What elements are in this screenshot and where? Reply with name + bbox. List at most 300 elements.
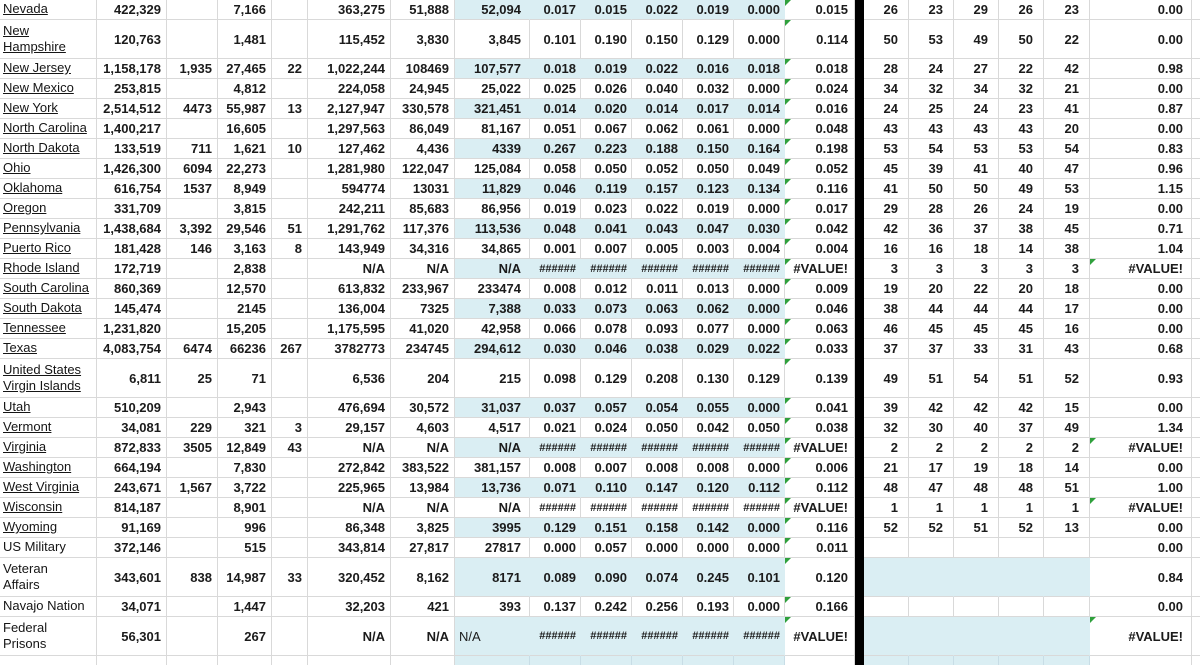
cell-count-7[interactable] xyxy=(455,597,530,617)
cell-rate-4[interactable] xyxy=(683,319,734,339)
cell-rank-2[interactable] xyxy=(909,478,954,498)
cell-count-1[interactable] xyxy=(97,159,167,179)
cell-rate-1[interactable] xyxy=(530,617,581,656)
cell-rank-4[interactable] xyxy=(999,558,1044,597)
cell-count-2[interactable] xyxy=(167,299,218,319)
cell-count-5[interactable] xyxy=(308,398,391,418)
cell-rate-3[interactable] xyxy=(632,59,683,79)
cell-rate-3[interactable] xyxy=(632,219,683,239)
cell-count-6[interactable] xyxy=(391,398,455,418)
cell-rank-5[interactable] xyxy=(1044,179,1090,199)
cell-average-rate[interactable] xyxy=(785,359,855,398)
cell-count-1[interactable] xyxy=(97,259,167,279)
cell-rank-2[interactable] xyxy=(909,99,954,119)
cell-rate-3[interactable] xyxy=(632,159,683,179)
cell-rate-5[interactable] xyxy=(734,159,785,179)
cell-rank-3[interactable] xyxy=(954,398,999,418)
row-header[interactable] xyxy=(0,279,97,299)
cell-rate-5[interactable] xyxy=(734,119,785,139)
cell-rank-1[interactable] xyxy=(864,418,909,438)
cell-ratio[interactable] xyxy=(1090,79,1192,99)
cell-rank-1[interactable] xyxy=(864,199,909,219)
cell-average-rate[interactable] xyxy=(785,139,855,159)
cell-average-rate[interactable] xyxy=(785,319,855,339)
cell-count-1[interactable] xyxy=(97,139,167,159)
cell-rate-1[interactable] xyxy=(530,299,581,319)
cell-count-2[interactable] xyxy=(167,0,218,20)
cell-rank-3[interactable] xyxy=(954,418,999,438)
cell-average-rate[interactable] xyxy=(785,20,855,59)
cell-count-5[interactable] xyxy=(308,558,391,597)
row-header[interactable] xyxy=(0,259,97,279)
cell-rank-4[interactable] xyxy=(999,597,1044,617)
cell-rate-4[interactable] xyxy=(683,299,734,319)
cell-rate-2[interactable] xyxy=(581,159,632,179)
cell-rate-2[interactable] xyxy=(581,398,632,418)
row-header[interactable] xyxy=(0,99,97,119)
cell-rank-5[interactable] xyxy=(1044,458,1090,478)
cell-count-2[interactable] xyxy=(167,20,218,59)
cell-rate-1[interactable] xyxy=(530,219,581,239)
cell-count-2[interactable] xyxy=(167,79,218,99)
cell-rate-5[interactable] xyxy=(734,239,785,259)
cell-count-7[interactable] xyxy=(455,478,530,498)
cell-count-3[interactable] xyxy=(218,179,272,199)
cell-rate-3[interactable] xyxy=(632,179,683,199)
cell-rank-3[interactable] xyxy=(954,518,999,538)
cell-rank-1[interactable] xyxy=(864,458,909,478)
cell-count-7[interactable] xyxy=(455,518,530,538)
cell-count-5[interactable] xyxy=(308,20,391,59)
cell-rate-4[interactable] xyxy=(683,617,734,656)
cell-rate-3[interactable] xyxy=(632,20,683,59)
cell-count-1[interactable] xyxy=(97,279,167,299)
cell-average-rate[interactable] xyxy=(785,159,855,179)
cell-rank-2[interactable] xyxy=(909,597,954,617)
cell-ratio[interactable] xyxy=(1090,418,1192,438)
cell-average-rate[interactable] xyxy=(785,478,855,498)
cell-count-3[interactable] xyxy=(218,99,272,119)
cell-count-6[interactable] xyxy=(391,139,455,159)
cell-rate-1[interactable] xyxy=(530,199,581,219)
cell-count-3[interactable] xyxy=(218,617,272,656)
cell-rate-5[interactable] xyxy=(734,617,785,656)
cell-rate-3[interactable] xyxy=(632,558,683,597)
cell-rank-5[interactable] xyxy=(1044,239,1090,259)
cell-rank-4[interactable] xyxy=(999,319,1044,339)
cell-rank-4[interactable] xyxy=(999,259,1044,279)
cell-count-3[interactable] xyxy=(218,139,272,159)
cell-ratio[interactable] xyxy=(1090,99,1192,119)
cell-rank-5[interactable] xyxy=(1044,259,1090,279)
row-header[interactable] xyxy=(0,438,97,458)
cell-rate-5[interactable] xyxy=(734,139,785,159)
cell-rate-3[interactable] xyxy=(632,259,683,279)
cell-ratio[interactable] xyxy=(1090,458,1192,478)
cell-count-4[interactable] xyxy=(272,0,308,20)
cell-count-7[interactable] xyxy=(455,279,530,299)
cell-rank-3[interactable] xyxy=(954,617,999,656)
cell-rank-3[interactable] xyxy=(954,538,999,558)
cell-rank-4[interactable] xyxy=(999,59,1044,79)
cell-rank-5[interactable] xyxy=(1044,518,1090,538)
cell-count-4[interactable] xyxy=(272,159,308,179)
cell-ratio[interactable] xyxy=(1090,299,1192,319)
cell-count-6[interactable] xyxy=(391,438,455,458)
cell-count-7[interactable] xyxy=(455,418,530,438)
cell-rank-1[interactable] xyxy=(864,259,909,279)
cell-count-2[interactable] xyxy=(167,259,218,279)
cell-count-6[interactable] xyxy=(391,538,455,558)
cell-count-1[interactable] xyxy=(97,20,167,59)
cell-count-6[interactable] xyxy=(391,558,455,597)
cell-count-3[interactable] xyxy=(218,199,272,219)
cell-rate-4[interactable] xyxy=(683,478,734,498)
cell-rank-1[interactable] xyxy=(864,99,909,119)
cell-count-3[interactable] xyxy=(218,478,272,498)
cell-rate-3[interactable] xyxy=(632,139,683,159)
row-header[interactable] xyxy=(0,418,97,438)
cell-count-7[interactable] xyxy=(455,59,530,79)
cell-rank-4[interactable] xyxy=(999,79,1044,99)
cell-rate-1[interactable] xyxy=(530,0,581,20)
cell-rate-3[interactable] xyxy=(632,478,683,498)
cell-rank-4[interactable] xyxy=(999,0,1044,20)
cell-average-rate[interactable] xyxy=(785,458,855,478)
cell-count-2[interactable] xyxy=(167,498,218,518)
cell-count-5[interactable] xyxy=(308,119,391,139)
cell-rank-5[interactable] xyxy=(1044,498,1090,518)
cell-count-4[interactable] xyxy=(272,259,308,279)
cell-rate-1[interactable] xyxy=(530,159,581,179)
cell-count-5[interactable] xyxy=(308,617,391,656)
cell-rank-2[interactable] xyxy=(909,339,954,359)
cell-average-rate[interactable] xyxy=(785,418,855,438)
cell-rank-2[interactable] xyxy=(909,498,954,518)
cell-rate-2[interactable] xyxy=(581,79,632,99)
cell-rank-5[interactable] xyxy=(1044,398,1090,418)
cell-count-4[interactable] xyxy=(272,239,308,259)
row-header[interactable] xyxy=(0,159,97,179)
cell-count-6[interactable] xyxy=(391,199,455,219)
cell-rank-3[interactable] xyxy=(954,339,999,359)
cell-rate-2[interactable] xyxy=(581,339,632,359)
cell-count-6[interactable] xyxy=(391,99,455,119)
cell-rate-5[interactable] xyxy=(734,179,785,199)
cell-rank-2[interactable] xyxy=(909,299,954,319)
cell-count-3[interactable] xyxy=(218,20,272,59)
cell-rate-2[interactable] xyxy=(581,59,632,79)
cell-count-5[interactable] xyxy=(308,458,391,478)
cell-rate-1[interactable] xyxy=(530,119,581,139)
cell-rank-1[interactable] xyxy=(864,518,909,538)
cell-count-5[interactable] xyxy=(308,219,391,239)
cell-rank-2[interactable] xyxy=(909,179,954,199)
cell-count-5[interactable] xyxy=(308,159,391,179)
cell-rate-4[interactable] xyxy=(683,498,734,518)
cell-rate-4[interactable] xyxy=(683,339,734,359)
cell-rate-2[interactable] xyxy=(581,418,632,438)
cell-count-2[interactable] xyxy=(167,319,218,339)
cell-count-1[interactable] xyxy=(97,199,167,219)
cell-count-3[interactable] xyxy=(218,159,272,179)
cell-rate-3[interactable] xyxy=(632,498,683,518)
cell-rank-2[interactable] xyxy=(909,438,954,458)
cell-rank-4[interactable] xyxy=(999,20,1044,59)
cell-rate-5[interactable] xyxy=(734,279,785,299)
row-header[interactable] xyxy=(0,597,97,617)
cell-count-4[interactable] xyxy=(272,79,308,99)
cell-rate-4[interactable] xyxy=(683,59,734,79)
cell-rate-4[interactable] xyxy=(683,458,734,478)
cell-rate-1[interactable] xyxy=(530,279,581,299)
cell-count-3[interactable] xyxy=(218,59,272,79)
cell-rate-5[interactable] xyxy=(734,597,785,617)
cell-rank-4[interactable] xyxy=(999,279,1044,299)
cell-rate-2[interactable] xyxy=(581,279,632,299)
cell-count-7[interactable] xyxy=(455,179,530,199)
cell-rank-1[interactable] xyxy=(864,339,909,359)
cell-rank-5[interactable] xyxy=(1044,617,1090,656)
cell-count-2[interactable] xyxy=(167,617,218,656)
cell-count-7[interactable] xyxy=(455,339,530,359)
cell-ratio[interactable] xyxy=(1090,518,1192,538)
cell-rate-4[interactable] xyxy=(683,279,734,299)
cell-rank-2[interactable] xyxy=(909,418,954,438)
cell-count-1[interactable] xyxy=(97,398,167,418)
cell-count-1[interactable] xyxy=(97,458,167,478)
cell-rate-5[interactable] xyxy=(734,418,785,438)
cell-rate-2[interactable] xyxy=(581,259,632,279)
cell-count-5[interactable] xyxy=(308,518,391,538)
cell-rank-1[interactable] xyxy=(864,498,909,518)
cell-rate-5[interactable] xyxy=(734,359,785,398)
cell-count-2[interactable] xyxy=(167,418,218,438)
cell-count-3[interactable] xyxy=(218,398,272,418)
cell-count-5[interactable] xyxy=(308,79,391,99)
cell-rate-2[interactable] xyxy=(581,0,632,20)
cell-rate-5[interactable] xyxy=(734,478,785,498)
cell-count-6[interactable] xyxy=(391,279,455,299)
cell-count-6[interactable] xyxy=(391,79,455,99)
cell-count-6[interactable] xyxy=(391,159,455,179)
cell-ratio[interactable] xyxy=(1090,199,1192,219)
cell-average-rate[interactable] xyxy=(785,617,855,656)
cell-ratio[interactable] xyxy=(1090,20,1192,59)
cell-rank-4[interactable] xyxy=(999,119,1044,139)
cell-count-5[interactable] xyxy=(308,99,391,119)
cell-rank-1[interactable] xyxy=(864,239,909,259)
cell-count-1[interactable] xyxy=(97,0,167,20)
cell-rank-1[interactable] xyxy=(864,359,909,398)
cell-rank-4[interactable] xyxy=(999,438,1044,458)
cell-count-1[interactable] xyxy=(97,59,167,79)
cell-count-7[interactable] xyxy=(455,438,530,458)
cell-rate-4[interactable] xyxy=(683,239,734,259)
row-header[interactable] xyxy=(0,458,97,478)
cell-average-rate[interactable] xyxy=(785,179,855,199)
cell-rate-2[interactable] xyxy=(581,518,632,538)
cell-rank-5[interactable] xyxy=(1044,359,1090,398)
cell-rank-1[interactable] xyxy=(864,478,909,498)
cell-average-rate[interactable] xyxy=(785,538,855,558)
cell-average-rate[interactable] xyxy=(785,279,855,299)
cell-ratio[interactable] xyxy=(1090,279,1192,299)
cell-count-6[interactable] xyxy=(391,119,455,139)
cell-rank-5[interactable] xyxy=(1044,199,1090,219)
cell-rank-2[interactable] xyxy=(909,119,954,139)
cell-count-6[interactable] xyxy=(391,617,455,656)
cell-count-1[interactable] xyxy=(97,518,167,538)
cell-rank-5[interactable] xyxy=(1044,119,1090,139)
cell-rank-5[interactable] xyxy=(1044,99,1090,119)
cell-rate-2[interactable] xyxy=(581,179,632,199)
cell-count-6[interactable] xyxy=(391,339,455,359)
cell-rank-1[interactable] xyxy=(864,159,909,179)
cell-rate-3[interactable] xyxy=(632,597,683,617)
cell-count-7[interactable] xyxy=(455,139,530,159)
cell-count-5[interactable] xyxy=(308,339,391,359)
cell-rank-5[interactable] xyxy=(1044,438,1090,458)
cell-count-6[interactable] xyxy=(391,478,455,498)
cell-rate-3[interactable] xyxy=(632,617,683,656)
cell-ratio[interactable] xyxy=(1090,438,1192,458)
cell-rate-4[interactable] xyxy=(683,538,734,558)
cell-rate-5[interactable] xyxy=(734,398,785,418)
cell-rate-4[interactable] xyxy=(683,438,734,458)
cell-count-5[interactable] xyxy=(308,139,391,159)
cell-rate-4[interactable] xyxy=(683,597,734,617)
cell-count-5[interactable] xyxy=(308,597,391,617)
cell-rate-2[interactable] xyxy=(581,199,632,219)
row-header[interactable] xyxy=(0,219,97,239)
cell-rank-4[interactable] xyxy=(999,398,1044,418)
cell-count-5[interactable] xyxy=(308,359,391,398)
cell-rate-4[interactable] xyxy=(683,179,734,199)
cell-rate-3[interactable] xyxy=(632,119,683,139)
cell-rate-4[interactable] xyxy=(683,518,734,538)
cell-rate-2[interactable] xyxy=(581,99,632,119)
cell-rank-5[interactable] xyxy=(1044,299,1090,319)
cell-count-7[interactable] xyxy=(455,119,530,139)
cell-count-4[interactable] xyxy=(272,418,308,438)
cell-rank-2[interactable] xyxy=(909,199,954,219)
cell-rank-3[interactable] xyxy=(954,438,999,458)
cell-count-4[interactable] xyxy=(272,279,308,299)
cell-rank-1[interactable] xyxy=(864,20,909,59)
cell-count-7[interactable] xyxy=(455,199,530,219)
cell-rate-2[interactable] xyxy=(581,558,632,597)
cell-rank-4[interactable] xyxy=(999,179,1044,199)
cell-rate-4[interactable] xyxy=(683,359,734,398)
cell-ratio[interactable] xyxy=(1090,339,1192,359)
cell-rank-1[interactable] xyxy=(864,119,909,139)
cell-rate-5[interactable] xyxy=(734,79,785,99)
cell-count-5[interactable] xyxy=(308,59,391,79)
cell-rate-1[interactable] xyxy=(530,59,581,79)
cell-rate-5[interactable] xyxy=(734,259,785,279)
cell-rank-5[interactable] xyxy=(1044,59,1090,79)
cell-count-3[interactable] xyxy=(218,299,272,319)
cell-rank-1[interactable] xyxy=(864,538,909,558)
cell-count-7[interactable] xyxy=(455,538,530,558)
cell-count-6[interactable] xyxy=(391,259,455,279)
cell-rank-3[interactable] xyxy=(954,319,999,339)
cell-ratio[interactable] xyxy=(1090,259,1192,279)
cell-count-3[interactable] xyxy=(218,259,272,279)
row-header[interactable] xyxy=(0,518,97,538)
cell-count-6[interactable] xyxy=(391,498,455,518)
cell-count-3[interactable] xyxy=(218,339,272,359)
row-header[interactable] xyxy=(0,179,97,199)
cell-rate-2[interactable] xyxy=(581,219,632,239)
cell-rank-2[interactable] xyxy=(909,59,954,79)
cell-rank-1[interactable] xyxy=(864,279,909,299)
cell-rate-4[interactable] xyxy=(683,159,734,179)
cell-count-4[interactable] xyxy=(272,319,308,339)
cell-rank-2[interactable] xyxy=(909,279,954,299)
cell-count-7[interactable] xyxy=(455,558,530,597)
cell-rate-4[interactable] xyxy=(683,0,734,20)
cell-count-6[interactable] xyxy=(391,418,455,438)
cell-count-2[interactable] xyxy=(167,538,218,558)
cell-rate-2[interactable] xyxy=(581,478,632,498)
cell-count-1[interactable] xyxy=(97,597,167,617)
cell-count-3[interactable] xyxy=(218,597,272,617)
cell-rank-3[interactable] xyxy=(954,59,999,79)
cell-count-4[interactable] xyxy=(272,219,308,239)
cell-rate-2[interactable] xyxy=(581,319,632,339)
cell-rank-2[interactable] xyxy=(909,398,954,418)
cell-average-rate[interactable] xyxy=(785,239,855,259)
cell-rate-4[interactable] xyxy=(683,119,734,139)
cell-rate-5[interactable] xyxy=(734,319,785,339)
row-header[interactable] xyxy=(0,398,97,418)
cell-ratio[interactable] xyxy=(1090,359,1192,398)
cell-ratio[interactable] xyxy=(1090,159,1192,179)
cell-count-6[interactable] xyxy=(391,219,455,239)
cell-count-6[interactable] xyxy=(391,59,455,79)
cell-count-7[interactable] xyxy=(455,299,530,319)
cell-rate-5[interactable] xyxy=(734,299,785,319)
cell-rank-4[interactable] xyxy=(999,518,1044,538)
cell-ratio[interactable] xyxy=(1090,119,1192,139)
cell-average-rate[interactable] xyxy=(785,518,855,538)
cell-count-4[interactable] xyxy=(272,478,308,498)
cell-average-rate[interactable] xyxy=(785,438,855,458)
cell-count-6[interactable] xyxy=(391,319,455,339)
cell-rate-2[interactable] xyxy=(581,20,632,59)
cell-rank-3[interactable] xyxy=(954,299,999,319)
cell-count-1[interactable] xyxy=(97,478,167,498)
cell-count-5[interactable] xyxy=(308,199,391,219)
cell-count-6[interactable] xyxy=(391,299,455,319)
cell-rate-2[interactable] xyxy=(581,139,632,159)
cell-count-6[interactable] xyxy=(391,179,455,199)
row-header[interactable] xyxy=(0,558,97,597)
cell-count-4[interactable] xyxy=(272,119,308,139)
cell-rate-1[interactable] xyxy=(530,79,581,99)
cell-rank-5[interactable] xyxy=(1044,159,1090,179)
cell-ratio[interactable] xyxy=(1090,558,1192,597)
cell-count-4[interactable] xyxy=(272,199,308,219)
cell-ratio[interactable] xyxy=(1090,179,1192,199)
cell-count-6[interactable] xyxy=(391,0,455,20)
cell-count-1[interactable] xyxy=(97,438,167,458)
cell-rate-4[interactable] xyxy=(683,20,734,59)
cell-rank-5[interactable] xyxy=(1044,0,1090,20)
cell-rank-2[interactable] xyxy=(909,79,954,99)
